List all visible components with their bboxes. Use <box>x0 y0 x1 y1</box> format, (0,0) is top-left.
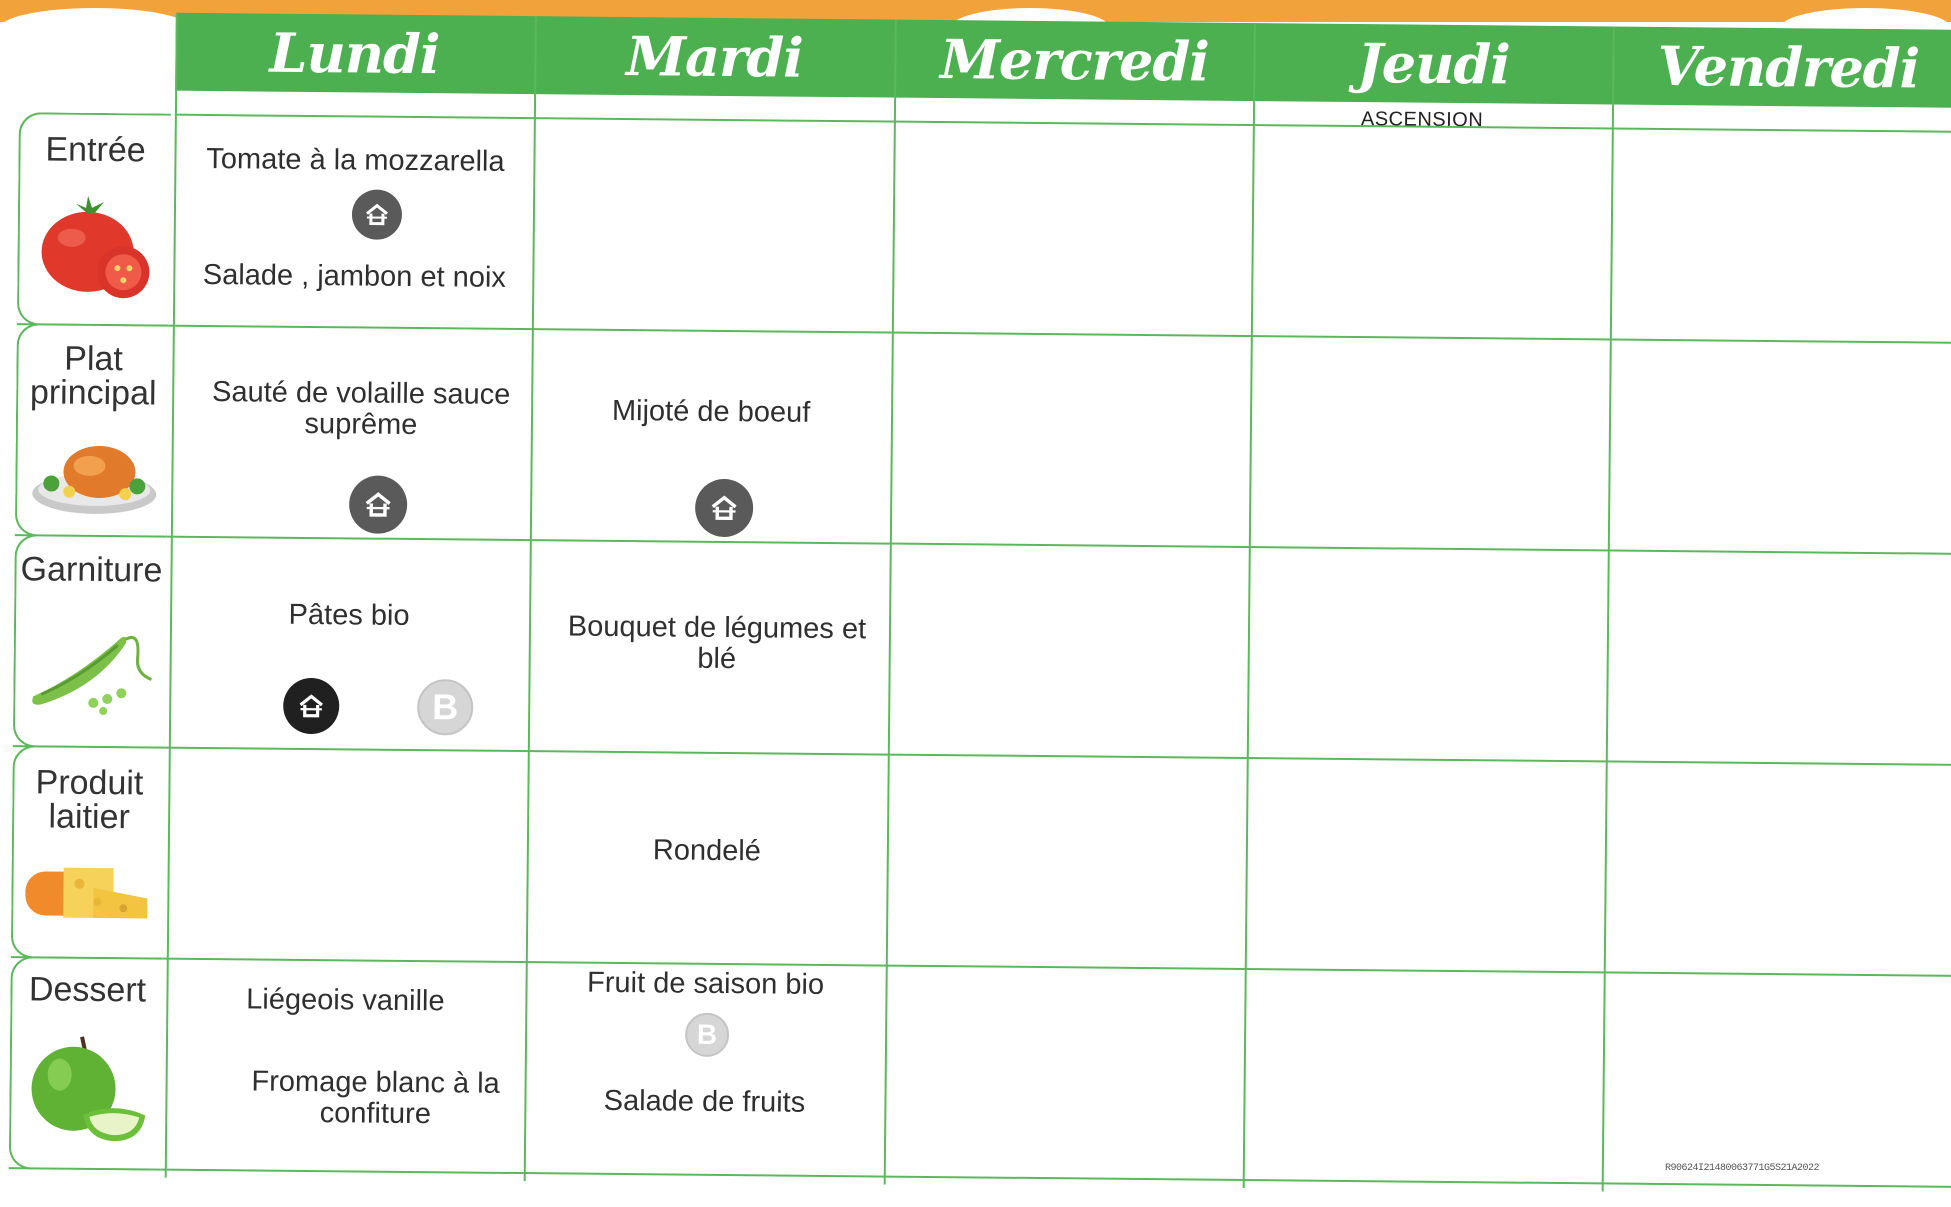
dish-dessert-lundi-2: Fromage blanc à la confiture <box>251 1065 500 1131</box>
day-header-mardi: Mardi <box>625 24 804 90</box>
dish-dessert-mardi-2: Salade de fruits <box>603 1084 806 1119</box>
day-header-jeudi: Jeudi <box>1356 31 1510 97</box>
grid-line <box>13 745 1951 766</box>
category-cell-entree <box>17 112 171 326</box>
dish-plat-lundi: Sauté de volaille sauce suprême <box>211 376 511 442</box>
footer-code: R90624I21480063771G5S21A2022 <box>1665 1163 1820 1174</box>
day-note-jeudi: ASCENSION <box>1360 108 1484 132</box>
category-label-dessert: Dessert <box>28 970 147 1010</box>
grid-line <box>17 323 1951 344</box>
dish-plat-mardi: Mijoté de boeuf <box>611 394 811 429</box>
roast-chicken-icon <box>29 437 160 518</box>
homemade-house-icon <box>352 189 402 239</box>
dish-dessert-mardi-1: Fruit de saison bio <box>586 966 825 1001</box>
dish-laitier-mardi: Rondelé <box>652 834 762 868</box>
apple-icon <box>23 1028 154 1144</box>
category-label-entree: Entrée <box>45 130 146 170</box>
dish-garniture-mardi: Bouquet de légumes et blé <box>567 610 867 676</box>
grid-line <box>1243 23 1256 1188</box>
dish-dessert-lundi-1: Liégeois vanille <box>246 983 445 1018</box>
grid-line <box>524 16 537 1181</box>
dish-entree-lundi-1: Tomate à la mozzarella <box>206 142 505 178</box>
category-cell-garniture <box>13 534 167 748</box>
cheese-icon <box>23 857 154 928</box>
homemade-house-icon <box>349 475 408 534</box>
category-cell-plat <box>15 323 169 537</box>
day-header-vendredi: Vendredi <box>1657 33 1920 101</box>
category-cell-dessert <box>9 956 163 1170</box>
peas-icon <box>27 616 158 717</box>
bio-label-icon: B <box>417 679 474 736</box>
homemade-house-icon <box>283 678 340 735</box>
grid-line <box>9 1167 1951 1188</box>
dish-entree-lundi-2: Salade , jambon et noix <box>202 258 507 294</box>
category-label-laitier: Produit laitier <box>35 763 144 837</box>
homemade-house-icon <box>695 479 754 538</box>
day-header-mercredi: Mercredi <box>939 27 1210 94</box>
bio-label-icon: B <box>685 1013 729 1057</box>
tomato-icon <box>35 189 156 300</box>
grid-line <box>884 20 897 1185</box>
category-label-garniture: Garniture <box>20 550 163 590</box>
grid-line <box>11 956 1951 977</box>
category-cell-laitier <box>11 745 165 959</box>
dish-garniture-lundi: Pâtes bio <box>288 598 410 632</box>
grid-line <box>1602 26 1615 1191</box>
grid-line <box>15 534 1951 555</box>
grid-line <box>175 114 1951 133</box>
category-label-plat: Plat principal <box>29 339 157 413</box>
day-header-lundi: Lundi <box>269 20 440 87</box>
